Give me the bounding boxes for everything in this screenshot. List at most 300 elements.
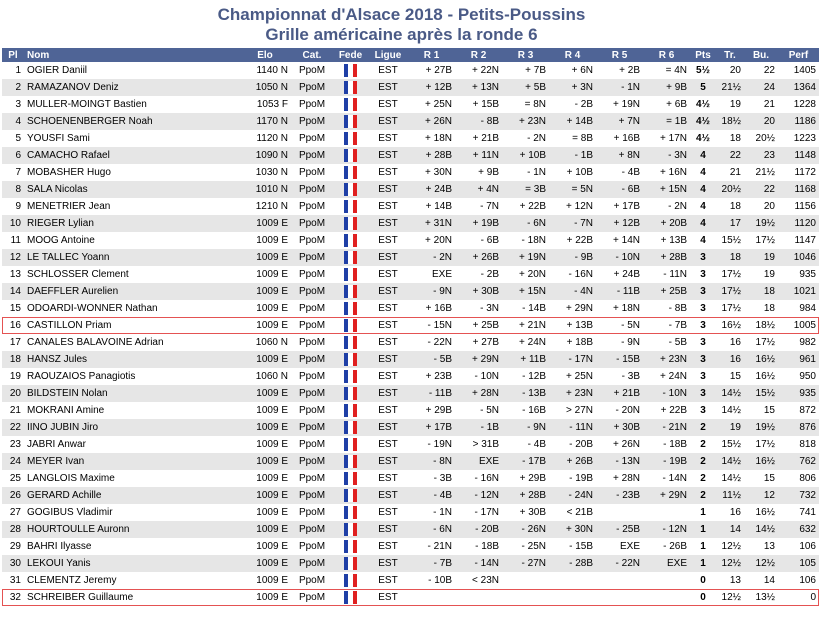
round-result-cell: + 21B bbox=[455, 130, 502, 147]
elo-cell: 1009 E bbox=[239, 351, 291, 368]
round-result-cell: EXE bbox=[596, 538, 643, 555]
round-result-cell: - 15N bbox=[408, 317, 455, 334]
round-result-cell: + 16B bbox=[408, 300, 455, 317]
round-result-cell: - 4B bbox=[596, 164, 643, 181]
header-pts: Pts bbox=[690, 48, 716, 62]
french-flag-icon bbox=[344, 81, 357, 94]
tiebreak-tr-cell: 16½ bbox=[716, 317, 744, 334]
table-header-row bbox=[2, 48, 819, 62]
french-flag-icon bbox=[344, 591, 357, 604]
tiebreak-tr-cell: 21 bbox=[716, 164, 744, 181]
federation-cell bbox=[333, 436, 368, 453]
round-result-cell bbox=[596, 504, 643, 521]
tiebreak-tr-cell: 17½ bbox=[716, 266, 744, 283]
round-result-cell: + 3N bbox=[549, 79, 596, 96]
round-result-cell: - 1B bbox=[455, 419, 502, 436]
round-result-cell: + 12B bbox=[596, 215, 643, 232]
round-result-cell: + 26B bbox=[549, 453, 596, 470]
performance-cell: 1147 bbox=[778, 232, 819, 249]
performance-cell: 1168 bbox=[778, 181, 819, 198]
round-result-cell: + 7B bbox=[502, 62, 549, 79]
round-result-cell: - 8B bbox=[455, 113, 502, 130]
player-name-cell: SCHLOSSER Clement bbox=[24, 266, 239, 283]
points-cell: 4½ bbox=[690, 96, 716, 113]
round-result-cell: + 23N bbox=[502, 113, 549, 130]
performance-cell: 741 bbox=[778, 504, 819, 521]
round-result-cell: - 17N bbox=[549, 351, 596, 368]
round-result-cell: - 16N bbox=[455, 470, 502, 487]
player-name-cell: SALA Nicolas bbox=[24, 181, 239, 198]
table-row bbox=[2, 215, 819, 232]
tiebreak-tr-cell: 22 bbox=[716, 147, 744, 164]
round-result-cell: + 10B bbox=[549, 164, 596, 181]
french-flag-icon bbox=[344, 421, 357, 434]
round-result-cell: - 25N bbox=[502, 538, 549, 555]
player-name-cell: CLEMENTZ Jeremy bbox=[24, 572, 239, 589]
performance-cell: 1364 bbox=[778, 79, 819, 96]
round-result-cell: - 26B bbox=[643, 538, 690, 555]
round-result-cell: + 20N bbox=[502, 266, 549, 283]
league-cell: EST bbox=[368, 147, 408, 164]
tiebreak-bu-cell: 15 bbox=[744, 402, 778, 419]
tiebreak-bu-cell: 17½ bbox=[744, 232, 778, 249]
performance-cell: 806 bbox=[778, 470, 819, 487]
player-name-cell: GERARD Achille bbox=[24, 487, 239, 504]
round-result-cell: - 10B bbox=[408, 572, 455, 589]
federation-cell bbox=[333, 130, 368, 147]
tiebreak-bu-cell: 15½ bbox=[744, 385, 778, 402]
federation-cell bbox=[333, 385, 368, 402]
points-cell: 4½ bbox=[690, 130, 716, 147]
round-result-cell: + 13B bbox=[549, 317, 596, 334]
elo-cell: 1009 E bbox=[239, 402, 291, 419]
performance-cell: 818 bbox=[778, 436, 819, 453]
league-cell: EST bbox=[368, 521, 408, 538]
round-result-cell: + 29N bbox=[549, 300, 596, 317]
tiebreak-bu-cell: 19½ bbox=[744, 215, 778, 232]
tiebreak-bu-cell: 24 bbox=[744, 79, 778, 96]
round-result-cell: - 11N bbox=[643, 266, 690, 283]
league-cell: EST bbox=[368, 317, 408, 334]
tiebreak-bu-cell: 13½ bbox=[744, 589, 778, 606]
category-cell: PpoM bbox=[291, 487, 333, 504]
round-result-cell bbox=[596, 572, 643, 589]
french-flag-icon bbox=[344, 370, 357, 383]
round-result-cell: - 10N bbox=[455, 368, 502, 385]
tiebreak-bu-cell: 16½ bbox=[744, 351, 778, 368]
french-flag-icon bbox=[344, 404, 357, 417]
category-cell: PpoM bbox=[291, 555, 333, 572]
table-row bbox=[2, 198, 819, 215]
tiebreak-bu-cell: 19 bbox=[744, 266, 778, 283]
category-cell: PpoM bbox=[291, 147, 333, 164]
french-flag-icon bbox=[344, 523, 357, 536]
round-result-cell: - 1N bbox=[408, 504, 455, 521]
round-result-cell: + 17N bbox=[643, 130, 690, 147]
points-cell: 5½ bbox=[690, 62, 716, 79]
round-result-cell: - 11N bbox=[549, 419, 596, 436]
round-result-cell: + 11N bbox=[455, 147, 502, 164]
rank-cell: 4 bbox=[2, 113, 24, 130]
tiebreak-tr-cell: 15½ bbox=[716, 436, 744, 453]
table-row bbox=[2, 504, 819, 521]
round-result-cell: + 14N bbox=[596, 232, 643, 249]
french-flag-icon bbox=[344, 506, 357, 519]
round-result-cell: - 15B bbox=[549, 538, 596, 555]
points-cell: 0 bbox=[690, 589, 716, 606]
round-result-cell: = 5N bbox=[549, 181, 596, 198]
tiebreak-tr-cell: 16 bbox=[716, 351, 744, 368]
round-result-cell: + 29B bbox=[502, 470, 549, 487]
rank-cell: 6 bbox=[2, 147, 24, 164]
round-result-cell: - 3N bbox=[455, 300, 502, 317]
points-cell: 4½ bbox=[690, 113, 716, 130]
category-cell: PpoM bbox=[291, 521, 333, 538]
federation-cell bbox=[333, 164, 368, 181]
federation-cell bbox=[333, 521, 368, 538]
round-result-cell: + 30B bbox=[502, 504, 549, 521]
player-name-cell: MOBASHER Hugo bbox=[24, 164, 239, 181]
league-cell: EST bbox=[368, 79, 408, 96]
category-cell: PpoM bbox=[291, 402, 333, 419]
elo-cell: 1009 E bbox=[239, 249, 291, 266]
federation-cell bbox=[333, 147, 368, 164]
table-row bbox=[2, 589, 819, 606]
performance-cell: 1405 bbox=[778, 62, 819, 79]
header-r3: R 3 bbox=[502, 48, 549, 62]
round-result-cell: EXE bbox=[643, 555, 690, 572]
league-cell: EST bbox=[368, 589, 408, 606]
tiebreak-tr-cell: 18½ bbox=[716, 113, 744, 130]
player-name-cell: BILDSTEIN Nolan bbox=[24, 385, 239, 402]
federation-cell bbox=[333, 334, 368, 351]
round-result-cell: - 9N bbox=[408, 283, 455, 300]
category-cell: PpoM bbox=[291, 589, 333, 606]
elo-cell: 1090 N bbox=[239, 147, 291, 164]
round-result-cell: + 25N bbox=[549, 368, 596, 385]
elo-cell: 1009 E bbox=[239, 572, 291, 589]
tiebreak-bu-cell: 14½ bbox=[744, 521, 778, 538]
round-result-cell: - 7B bbox=[643, 317, 690, 334]
table-row bbox=[2, 113, 819, 130]
federation-cell bbox=[333, 487, 368, 504]
tiebreak-tr-cell: 20 bbox=[716, 62, 744, 79]
league-cell: EST bbox=[368, 249, 408, 266]
performance-cell: 1223 bbox=[778, 130, 819, 147]
round-result-cell: + 17B bbox=[596, 198, 643, 215]
round-result-cell: + 21N bbox=[502, 317, 549, 334]
round-result-cell: - 9B bbox=[549, 249, 596, 266]
elo-cell: 1009 E bbox=[239, 555, 291, 572]
elo-cell: 1009 E bbox=[239, 504, 291, 521]
performance-cell: 876 bbox=[778, 419, 819, 436]
player-name-cell: RIEGER Lylian bbox=[24, 215, 239, 232]
table-row bbox=[2, 317, 819, 334]
table-row bbox=[2, 453, 819, 470]
french-flag-icon bbox=[344, 540, 357, 553]
tiebreak-tr-cell: 14½ bbox=[716, 385, 744, 402]
header-ligue: Ligue bbox=[368, 48, 408, 62]
points-cell: 3 bbox=[690, 368, 716, 385]
points-cell: 3 bbox=[690, 402, 716, 419]
round-result-cell: - 18B bbox=[455, 538, 502, 555]
federation-cell bbox=[333, 351, 368, 368]
round-result-cell bbox=[596, 589, 643, 606]
tiebreak-tr-cell: 16 bbox=[716, 334, 744, 351]
player-name-cell: CANALES BALAVOINE Adrian bbox=[24, 334, 239, 351]
round-result-cell: - 2N bbox=[643, 198, 690, 215]
tiebreak-bu-cell: 18 bbox=[744, 300, 778, 317]
rank-cell: 23 bbox=[2, 436, 24, 453]
round-result-cell: - 10N bbox=[596, 249, 643, 266]
round-result-cell: - 1B bbox=[549, 147, 596, 164]
federation-cell bbox=[333, 181, 368, 198]
round-result-cell: - 22N bbox=[596, 555, 643, 572]
french-flag-icon bbox=[344, 302, 357, 315]
performance-cell: 961 bbox=[778, 351, 819, 368]
tiebreak-bu-cell: 17½ bbox=[744, 436, 778, 453]
tiebreak-bu-cell: 22 bbox=[744, 62, 778, 79]
points-cell: 3 bbox=[690, 283, 716, 300]
table-row bbox=[2, 79, 819, 96]
page-title: Championnat d'Alsace 2018 - Petits-Poussins bbox=[217, 5, 586, 24]
points-cell: 2 bbox=[690, 436, 716, 453]
league-cell: EST bbox=[368, 215, 408, 232]
category-cell: PpoM bbox=[291, 572, 333, 589]
performance-cell: 984 bbox=[778, 300, 819, 317]
league-cell: EST bbox=[368, 470, 408, 487]
round-result-cell: + 11B bbox=[502, 351, 549, 368]
player-name-cell: CAMACHO Rafael bbox=[24, 147, 239, 164]
performance-cell: 1228 bbox=[778, 96, 819, 113]
round-result-cell: > 31B bbox=[455, 436, 502, 453]
rank-cell: 25 bbox=[2, 470, 24, 487]
round-result-cell: + 4N bbox=[455, 181, 502, 198]
points-cell: 4 bbox=[690, 164, 716, 181]
elo-cell: 1009 E bbox=[239, 453, 291, 470]
round-result-cell: - 20B bbox=[455, 521, 502, 538]
elo-cell: 1009 E bbox=[239, 436, 291, 453]
header-nom: Nom bbox=[24, 48, 239, 62]
round-result-cell: + 19B bbox=[455, 215, 502, 232]
rank-cell: 9 bbox=[2, 198, 24, 215]
round-result-cell: - 26N bbox=[502, 521, 549, 538]
round-result-cell: - 14N bbox=[455, 555, 502, 572]
tiebreak-tr-cell: 19 bbox=[716, 419, 744, 436]
performance-cell: 1172 bbox=[778, 164, 819, 181]
round-result-cell: - 14N bbox=[643, 470, 690, 487]
round-result-cell: + 29N bbox=[643, 487, 690, 504]
round-result-cell: + 20B bbox=[643, 215, 690, 232]
federation-cell bbox=[333, 453, 368, 470]
french-flag-icon bbox=[344, 251, 357, 264]
player-name-cell: MENETRIER Jean bbox=[24, 198, 239, 215]
round-result-cell: + 26N bbox=[408, 113, 455, 130]
round-result-cell: - 13N bbox=[596, 453, 643, 470]
french-flag-icon bbox=[344, 166, 357, 179]
round-result-cell: + 16B bbox=[596, 130, 643, 147]
points-cell: 3 bbox=[690, 249, 716, 266]
league-cell: EST bbox=[368, 351, 408, 368]
round-result-cell: - 10N bbox=[643, 385, 690, 402]
points-cell: 3 bbox=[690, 266, 716, 283]
french-flag-icon bbox=[344, 438, 357, 451]
tiebreak-bu-cell: 21 bbox=[744, 96, 778, 113]
table-row bbox=[2, 487, 819, 504]
round-result-cell: - 11B bbox=[408, 385, 455, 402]
rank-cell: 27 bbox=[2, 504, 24, 521]
category-cell: PpoM bbox=[291, 385, 333, 402]
player-name-cell: SCHOENENBERGER Noah bbox=[24, 113, 239, 130]
rank-cell: 31 bbox=[2, 572, 24, 589]
table-row bbox=[2, 385, 819, 402]
player-name-cell: OGIER Daniil bbox=[24, 62, 239, 79]
table-row bbox=[2, 283, 819, 300]
tiebreak-bu-cell: 19½ bbox=[744, 419, 778, 436]
tiebreak-tr-cell: 12½ bbox=[716, 538, 744, 555]
header-perf: Perf bbox=[778, 48, 819, 62]
rank-cell: 20 bbox=[2, 385, 24, 402]
player-name-cell: HANSZ Jules bbox=[24, 351, 239, 368]
league-cell: EST bbox=[368, 181, 408, 198]
french-flag-icon bbox=[344, 557, 357, 570]
header-r5: R 5 bbox=[596, 48, 643, 62]
round-result-cell: - 12N bbox=[643, 521, 690, 538]
table-row bbox=[2, 249, 819, 266]
points-cell: 2 bbox=[690, 453, 716, 470]
tiebreak-bu-cell: 19 bbox=[744, 249, 778, 266]
page-subtitle: Grille américaine après la ronde 6 bbox=[265, 25, 538, 44]
performance-cell: 1156 bbox=[778, 198, 819, 215]
performance-cell: 106 bbox=[778, 538, 819, 555]
header-cat: Cat. bbox=[291, 48, 333, 62]
header-bu: Bu. bbox=[744, 48, 778, 62]
round-result-cell: - 4B bbox=[408, 487, 455, 504]
round-result-cell: + 12N bbox=[549, 198, 596, 215]
round-result-cell: + 29B bbox=[408, 402, 455, 419]
round-result-cell: + 28B bbox=[502, 487, 549, 504]
player-name-cell: MEYER Ivan bbox=[24, 453, 239, 470]
elo-cell: 1009 E bbox=[239, 538, 291, 555]
player-name-cell: LEKOUI Yanis bbox=[24, 555, 239, 572]
round-result-cell: + 26B bbox=[455, 249, 502, 266]
round-result-cell: EXE bbox=[408, 266, 455, 283]
performance-cell: 1148 bbox=[778, 147, 819, 164]
elo-cell: 1009 E bbox=[239, 385, 291, 402]
player-name-cell: BAHRI Ilyasse bbox=[24, 538, 239, 555]
round-result-cell: - 20N bbox=[596, 402, 643, 419]
category-cell: PpoM bbox=[291, 215, 333, 232]
category-cell: PpoM bbox=[291, 232, 333, 249]
table-row bbox=[2, 147, 819, 164]
round-result-cell: + 17B bbox=[408, 419, 455, 436]
elo-cell: 1140 N bbox=[239, 62, 291, 79]
performance-cell: 105 bbox=[778, 555, 819, 572]
points-cell: 3 bbox=[690, 300, 716, 317]
round-result-cell: + 19N bbox=[596, 96, 643, 113]
tiebreak-bu-cell: 18 bbox=[744, 283, 778, 300]
rank-cell: 3 bbox=[2, 96, 24, 113]
elo-cell: 1060 N bbox=[239, 368, 291, 385]
round-result-cell bbox=[502, 572, 549, 589]
rank-cell: 7 bbox=[2, 164, 24, 181]
table-row bbox=[2, 130, 819, 147]
round-result-cell: + 15N bbox=[502, 283, 549, 300]
elo-cell: 1009 E bbox=[239, 521, 291, 538]
header-fede: Fede bbox=[333, 48, 368, 62]
table-row bbox=[2, 232, 819, 249]
federation-cell bbox=[333, 504, 368, 521]
category-cell: PpoM bbox=[291, 436, 333, 453]
table-row bbox=[2, 62, 819, 79]
french-flag-icon bbox=[344, 353, 357, 366]
federation-cell bbox=[333, 402, 368, 419]
points-cell: 4 bbox=[690, 198, 716, 215]
tiebreak-bu-cell: 12½ bbox=[744, 555, 778, 572]
round-result-cell: - 7N bbox=[549, 215, 596, 232]
round-result-cell: + 27B bbox=[455, 334, 502, 351]
federation-cell bbox=[333, 300, 368, 317]
round-result-cell: = 4N bbox=[643, 62, 690, 79]
league-cell: EST bbox=[368, 436, 408, 453]
performance-cell: 935 bbox=[778, 385, 819, 402]
rank-cell: 21 bbox=[2, 402, 24, 419]
round-result-cell bbox=[643, 589, 690, 606]
round-result-cell: - 11B bbox=[596, 283, 643, 300]
elo-cell: 1009 E bbox=[239, 419, 291, 436]
round-result-cell: + 24N bbox=[643, 368, 690, 385]
rank-cell: 13 bbox=[2, 266, 24, 283]
round-result-cell: + 18B bbox=[549, 334, 596, 351]
rank-cell: 32 bbox=[2, 589, 24, 606]
rank-cell: 10 bbox=[2, 215, 24, 232]
performance-cell: 872 bbox=[778, 402, 819, 419]
rank-cell: 22 bbox=[2, 419, 24, 436]
header-r6: R 6 bbox=[643, 48, 690, 62]
round-result-cell: - 17B bbox=[502, 453, 549, 470]
tiebreak-tr-cell: 14½ bbox=[716, 470, 744, 487]
round-result-cell: - 13B bbox=[502, 385, 549, 402]
rank-cell: 11 bbox=[2, 232, 24, 249]
french-flag-icon bbox=[344, 268, 357, 281]
performance-cell: 0 bbox=[778, 589, 819, 606]
round-result-cell: - 6N bbox=[502, 215, 549, 232]
round-result-cell: + 27B bbox=[408, 62, 455, 79]
elo-cell: 1120 N bbox=[239, 130, 291, 147]
round-result-cell: - 19N bbox=[408, 436, 455, 453]
league-cell: EST bbox=[368, 487, 408, 504]
tiebreak-bu-cell: 12 bbox=[744, 487, 778, 504]
table-row bbox=[2, 181, 819, 198]
elo-cell: 1009 E bbox=[239, 317, 291, 334]
tiebreak-tr-cell: 14½ bbox=[716, 402, 744, 419]
french-flag-icon bbox=[344, 98, 357, 111]
points-cell: 1 bbox=[690, 521, 716, 538]
round-result-cell bbox=[643, 572, 690, 589]
header-tr: Tr. bbox=[716, 48, 744, 62]
elo-cell: 1053 F bbox=[239, 96, 291, 113]
points-cell: 1 bbox=[690, 555, 716, 572]
rank-cell: 16 bbox=[2, 317, 24, 334]
category-cell: PpoM bbox=[291, 470, 333, 487]
tiebreak-bu-cell: 20 bbox=[744, 198, 778, 215]
rank-cell: 5 bbox=[2, 130, 24, 147]
round-result-cell: - 19B bbox=[643, 453, 690, 470]
player-name-cell: MULLER-MOINGT Bastien bbox=[24, 96, 239, 113]
elo-cell: 1009 E bbox=[239, 470, 291, 487]
round-result-cell: + 6B bbox=[643, 96, 690, 113]
round-result-cell: - 6B bbox=[596, 181, 643, 198]
